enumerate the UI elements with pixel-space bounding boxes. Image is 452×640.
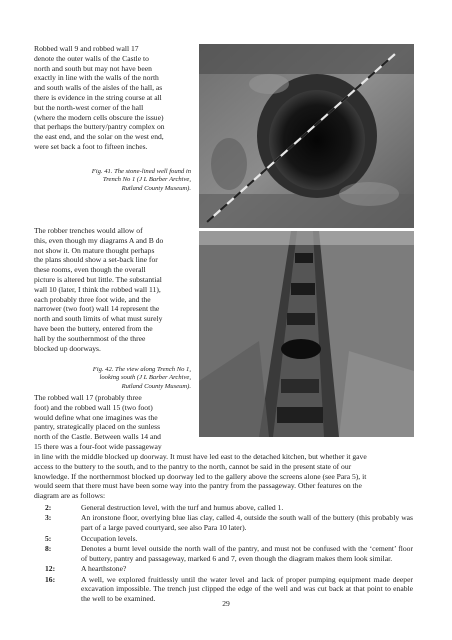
paragraph-2 bbox=[34, 226, 195, 353]
text-line: and south walls of the aisles of the hall, as bbox=[34, 83, 163, 93]
text-line: diagram are as follows: bbox=[34, 491, 106, 501]
page-number: 29 bbox=[222, 599, 230, 608]
list-item bbox=[45, 513, 413, 533]
text-line: the east end, and the solar on the west end, bbox=[34, 132, 164, 142]
item-text: General destruction level, with the turf and humus above, called 1. bbox=[81, 503, 284, 512]
text-line: were set back a foot to fifteen inches. bbox=[34, 141, 148, 151]
list-item bbox=[45, 544, 413, 564]
text-line: these rooms, even though the overall bbox=[34, 265, 146, 275]
text-line: 15 there was a four-foot wide passageway bbox=[34, 441, 162, 451]
text-line: north and south limits of what must surely bbox=[34, 314, 163, 324]
text-line: hall by the southernmost of the three bbox=[34, 333, 146, 343]
text-line: Robbed wall 9 and robbed wall 17 bbox=[34, 44, 139, 53]
list-item bbox=[45, 534, 413, 544]
figure-42-caption bbox=[52, 366, 191, 391]
list-item bbox=[45, 564, 413, 574]
figure-42-trench-photo bbox=[199, 231, 414, 437]
text-line: north and south but may not have been bbox=[34, 63, 152, 73]
caption-line: Trench No 1 (J L Barber Archive, bbox=[102, 176, 191, 184]
caption-line: looking south (J L Barber Archive, bbox=[99, 374, 191, 382]
caption-line: Rutland County Museum). bbox=[121, 184, 191, 192]
paragraph-1 bbox=[34, 44, 195, 152]
text-line: (where the modern cells obscure the issue) bbox=[34, 112, 164, 122]
text-line: the plans should show a set-back line for bbox=[34, 255, 158, 265]
item-text: A hearthstone? bbox=[81, 564, 127, 574]
item-number: 8: bbox=[45, 543, 52, 553]
text-line: pantry, strategically placed on the sunless bbox=[34, 422, 161, 432]
diagram-features-list bbox=[45, 503, 413, 605]
item-number: 2: bbox=[45, 503, 52, 512]
figure-41-well-photo bbox=[199, 44, 414, 228]
text-line: that perhaps the buttery/pantry complex on bbox=[34, 122, 165, 132]
caption-line: Rutland County Museum). bbox=[121, 382, 191, 390]
paragraph-3-continued bbox=[34, 452, 414, 501]
text-line: there is evidence in the string course at all bbox=[34, 92, 162, 102]
caption-line: Fig. 41. The stone-lined well found in bbox=[91, 168, 191, 175]
item-text: A well, we explored fruitlessly until the water level and lack of proper pumping equipment made deeper excavation impossible. The trench just clipped the edge of the well and was cut back at that point to enable the well to be examined. bbox=[81, 574, 413, 604]
text-line: not show it. On mature thought perhaps bbox=[34, 245, 155, 255]
item-number: 12: bbox=[45, 564, 56, 574]
text-line: The robbed wall 17 (probably three bbox=[34, 393, 142, 402]
text-line: blocked up doorways. bbox=[34, 343, 101, 353]
text-line: north of the Castle. Between walls 14 and bbox=[34, 432, 161, 442]
list-item bbox=[45, 503, 413, 513]
text-line: have been the buttery, entered from the bbox=[34, 323, 153, 333]
text-line: The robber trenches would allow of bbox=[34, 226, 143, 235]
text-line: picture is altered but little. The substantial bbox=[34, 274, 162, 284]
figure-41-caption bbox=[52, 168, 191, 193]
paragraph-3 bbox=[34, 393, 195, 452]
text-line: denote the outer walls of the Castle to bbox=[34, 53, 149, 63]
text-line: this, even though my diagrams A and B do bbox=[34, 235, 164, 245]
text-line: each probably three foot wide, and the bbox=[34, 294, 151, 304]
text-line: access to the buttery to the south, and to the pantry to the north, cannot be said in the present state of our bbox=[34, 461, 352, 471]
item-text: An ironstone floor, overlying blue lias clay, called 4, outside the south wall of the buttery (this probably was part of a large paved courtyard, see also Para 10 later). bbox=[81, 513, 413, 533]
text-line: narrower (two foot) wall 14 represent the bbox=[34, 304, 160, 314]
text-line: exactly in line with the walls of the north bbox=[34, 73, 159, 83]
item-number: 3: bbox=[45, 513, 52, 523]
item-text: Occupation levels. bbox=[81, 533, 138, 543]
text-line: but the north-west corner of the hall bbox=[34, 102, 144, 112]
caption-line: Fig. 42. The view along Trench No 1, bbox=[92, 366, 191, 373]
item-number: 5: bbox=[45, 533, 52, 543]
text-line: foot) and the robbed wall 15 (two foot) bbox=[34, 402, 153, 412]
text-line: in line with the middle blocked up doorway. It must have led east to the detached kitchen, but whether it gave bbox=[34, 452, 367, 461]
text-line: would define what one imagines was the bbox=[34, 412, 158, 422]
item-text: Denotes a burnt level outside the north wall of the pantry, and must not be confused with the ‘cement’ floor of buttery, pantry and passageway, marked 6 and 7, even though the diagram makes them look similar. bbox=[81, 543, 413, 563]
item-number: 16: bbox=[45, 574, 56, 584]
text-line: knowledge. If the northernmost blocked up doorway led to the gallery above the screens alone (see Para 5), it bbox=[34, 471, 367, 481]
text-line: wall 10 (later, I think the robbed wall 11), bbox=[34, 284, 161, 294]
text-line: would seem that there must have been some way into the pantry from the passageway. Other features on the bbox=[34, 481, 362, 491]
